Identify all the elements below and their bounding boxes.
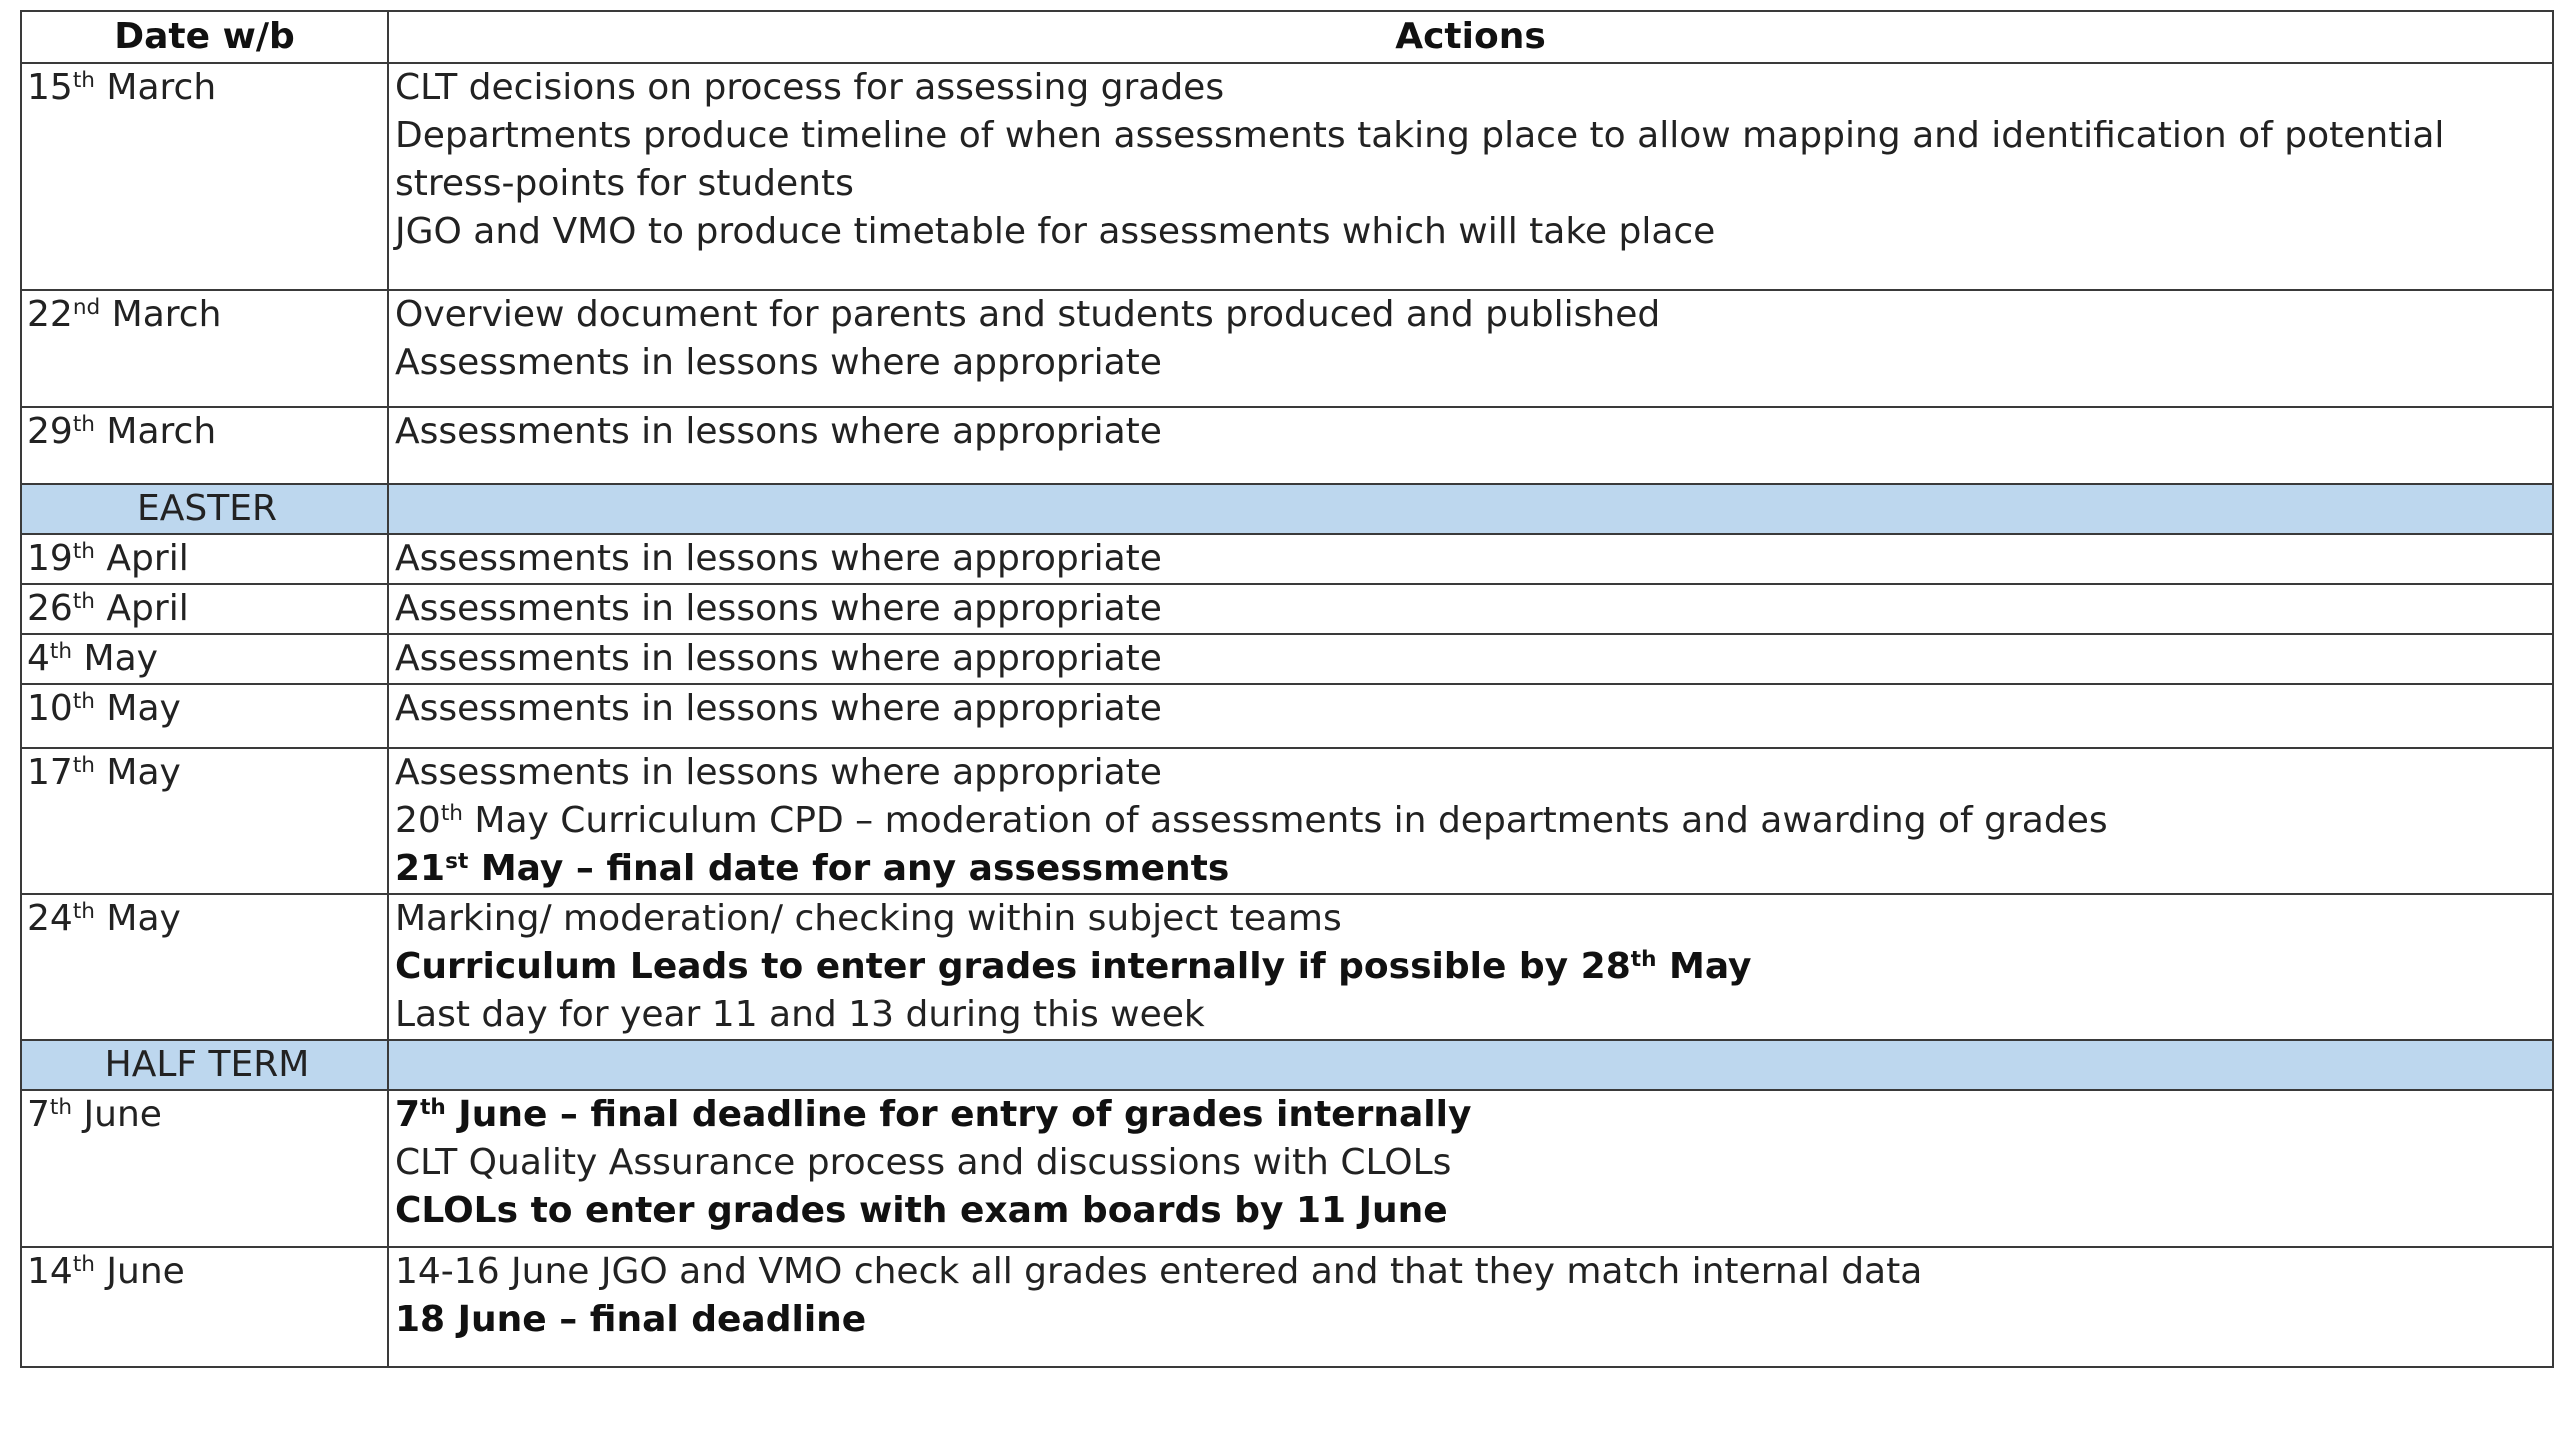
date-month: March [100,294,222,335]
term-break-empty-cell [388,1040,2553,1090]
action-text: Assessments in lessons where appropriate [395,638,1162,679]
week-row [21,534,2553,584]
week-row [21,1247,2553,1367]
date-month: March [94,67,217,108]
term-break-row [21,484,2553,534]
action-text: Marking/ moderation/ checking within subject teams [395,898,1342,939]
action-text: Curriculum Leads to enter grades internally if possible by 28 [395,946,1631,987]
header-date: Date w/b [21,11,388,63]
action-text: Last day for year 11 and 13 during this week [395,994,1205,1035]
action-text: Assessments in lessons where appropriate [395,538,1162,579]
date-ordinal-suffix: th [49,1095,73,1121]
action-line [395,291,2552,339]
week-date-cell [21,290,388,407]
week-row [21,407,2553,484]
week-date-cell [21,63,388,290]
date-ordinal-suffix: nd [72,295,101,321]
action-line [395,1139,2552,1187]
week-actions-cell [388,1090,2553,1247]
action-ordinal-suffix: th [1630,947,1657,973]
action-line [395,797,2552,845]
week-actions-cell [388,63,2553,290]
week-actions-cell [388,634,2553,684]
week-date-cell [21,534,388,584]
week-date-cell [21,634,388,684]
action-line [395,895,2552,943]
date-ordinal-suffix: th [72,412,95,438]
header-actions: Actions [388,11,2553,63]
date-day: 4 [27,638,50,679]
week-date-cell [21,1247,388,1367]
week-actions-cell [388,584,2553,634]
action-line [395,339,2552,387]
action-text: Assessments in lessons where appropriate [395,688,1162,729]
week-actions-cell [388,290,2553,407]
date-month: April [94,588,189,629]
date-day: 14 [27,1251,73,1292]
date-day: 19 [27,538,73,579]
action-text: 18 June – final deadline [395,1299,867,1340]
action-line [395,112,2552,208]
action-line [395,845,2552,893]
date-day: 10 [27,688,73,729]
action-line [395,943,2552,991]
action-date-number: 20 [395,800,441,841]
date-day: 29 [27,411,73,452]
date-ordinal-suffix: th [72,1252,95,1278]
date-ordinal-suffix: th [72,539,95,565]
action-ordinal-suffix: th [440,801,463,827]
week-row [21,634,2553,684]
date-ordinal-suffix: th [72,68,95,94]
date-day: 26 [27,588,73,629]
action-text: CLOLs to enter grades with exam boards by 11 June [395,1190,1448,1231]
week-actions-cell [388,894,2553,1040]
term-break-empty-cell [388,484,2553,534]
week-actions-cell [388,684,2553,748]
date-month: June [94,1251,185,1292]
week-row [21,63,2553,290]
term-break-label: EASTER [21,484,388,534]
date-month: June [72,1094,162,1135]
schedule-body [21,63,2553,1367]
action-text: Assessments in lessons where appropriate [395,752,1162,793]
action-text: JGO and VMO to produce timetable for assessments which will take place [395,211,1716,252]
action-line [395,1296,2552,1344]
week-actions-cell [388,407,2553,484]
date-day: 15 [27,67,73,108]
week-row [21,748,2553,894]
week-actions-cell [388,748,2553,894]
date-day: 24 [27,898,73,939]
date-month: May [94,688,181,729]
action-text: Assessments in lessons where appropriate [395,588,1162,629]
action-text: May Curriculum CPD – moderation of assessments in departments and awarding of grades [462,800,2108,841]
action-line [395,208,2552,256]
week-row [21,290,2553,407]
action-line [395,685,2552,733]
date-day: 7 [27,1094,50,1135]
week-date-cell [21,894,388,1040]
date-ordinal-suffix: th [72,899,95,925]
date-day: 22 [27,294,73,335]
week-actions-cell [388,1247,2553,1367]
date-ordinal-suffix: th [72,753,95,779]
action-text: CLT Quality Assurance process and discussions with CLOLs [395,1142,1452,1183]
week-date-cell [21,748,388,894]
action-text: CLT decisions on process for assessing grades [395,67,1225,108]
action-ordinal-suffix: th [420,1095,446,1121]
date-month: May [72,638,158,679]
date-ordinal-suffix: th [72,589,95,615]
week-date-cell [21,584,388,634]
action-text-tail: May [1656,946,1752,987]
week-date-cell [21,684,388,748]
action-line [395,1248,2552,1296]
date-ordinal-suffix: th [72,689,95,715]
action-line [395,585,2552,633]
action-line [395,1091,2552,1139]
date-month: May [94,752,181,793]
action-line [395,635,2552,683]
term-break-label: HALF TERM [21,1040,388,1090]
action-text: Departments produce timeline of when assessments taking place to allow mapping and identification of potential stress-points for students [395,115,2445,204]
action-text: Assessments in lessons where appropriate [395,342,1162,383]
action-text: May – final date for any assessments [468,848,1230,889]
term-break-row [21,1040,2553,1090]
action-text: Overview document for parents and students produced and published [395,294,1661,335]
week-date-cell [21,1090,388,1247]
action-line [395,991,2552,1039]
date-month: April [94,538,189,579]
action-line [395,64,2552,112]
header-row [21,11,2553,63]
action-date-number: 21 [395,848,446,889]
week-row [21,584,2553,634]
week-row [21,894,2553,1040]
action-text: Assessments in lessons where appropriate [395,411,1162,452]
action-line [395,535,2552,583]
action-line [395,749,2552,797]
week-actions-cell [388,534,2553,584]
date-month: March [94,411,217,452]
date-ordinal-suffix: th [49,639,73,665]
week-date-cell [21,407,388,484]
action-date-number: 7 [395,1094,421,1135]
week-row [21,1090,2553,1247]
action-ordinal-suffix: st [445,849,469,875]
schedule-table [20,10,2554,1368]
action-text: June – final deadline for entry of grades internally [445,1094,1472,1135]
action-line [395,408,2552,456]
action-line [395,1187,2552,1235]
week-row [21,684,2553,748]
date-day: 17 [27,752,73,793]
date-month: May [94,898,181,939]
action-text: 14-16 June JGO and VMO check all grades entered and that they match internal data [395,1251,1923,1292]
